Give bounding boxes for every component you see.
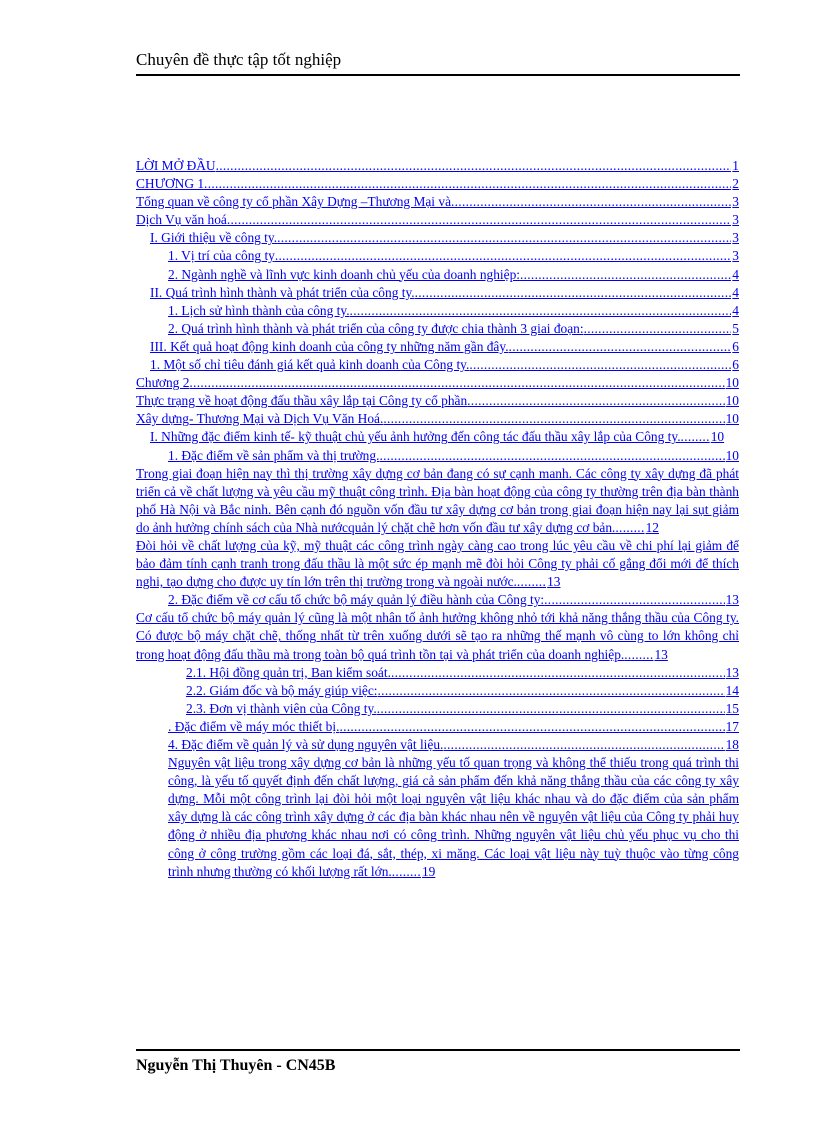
toc-entry-title: Xây dựng- Thương Mại và Dịch Vụ Văn Hoá. [136, 411, 384, 427]
toc-entry-title: Cơ cấu tổ chức bộ máy quản lý cũng là một nhân tố ảnh hưởng không nhỏ tới khả năng thắng thầu của Công ty. Có được bộ máy chặt chẽ, thống nhất từ trên xuống dưới sẽ tạo ra những thế mạnh vô cùng to lớn không chỉ trong hoạt động đấu thầu mà trong toàn bộ quá trình tồn tại và phát triển của doanh nghiệp. [136, 610, 739, 662]
toc-page-number: 14 [725, 682, 739, 698]
toc-leader-dots [624, 647, 653, 662]
toc-entry-title: 2. Ngành nghề và lĩnh vực kinh doanh chủ yếu của doanh nghiệp: [168, 266, 520, 282]
toc-entry-title: 2. Đặc điểm về cơ cấu tổ chức bộ máy quản lý điều hành của Công ty: [168, 592, 545, 608]
toc-entry[interactable] [136, 410, 739, 428]
toc-entry[interactable] [136, 591, 739, 609]
toc-leader-dots [216, 157, 732, 175]
toc-page-number: 10 [725, 393, 739, 409]
toc-page-number: 19 [421, 863, 436, 879]
toc-leader-dots [451, 193, 731, 211]
toc-leader-dots [379, 447, 724, 465]
toc-page-number: 10 [725, 375, 739, 391]
toc-entry[interactable] [136, 374, 739, 392]
toc-entry[interactable] [136, 754, 739, 881]
toc-entry-title: . Đặc điểm về máy móc thiết bị. [168, 718, 340, 734]
toc-entry-title: I. Giới thiệu về công ty. [150, 230, 278, 246]
toc-entry-title: Tổng quan về công ty cổ phần Xây Dựng –Thương Mại và [136, 194, 452, 210]
toc-entry[interactable] [136, 392, 739, 410]
toc-leader-dots [584, 320, 732, 338]
toc-page-number: 3 [732, 212, 739, 228]
toc-leader-dots [383, 410, 724, 428]
toc-entry-title: 1. Đặc điểm về sản phẩm và thị trường. [168, 447, 380, 463]
toc-leader-dots [544, 591, 724, 609]
toc-entry[interactable] [136, 157, 739, 175]
toc-page-number: 4 [732, 284, 739, 300]
toc-entry-title: Thực trạng về hoạt động đấu thầu xây lắp tại Công ty cổ phần [136, 393, 468, 409]
toc-leader-dots [227, 211, 731, 229]
toc-page-number: 10 [725, 447, 739, 463]
toc-leader-dots [392, 864, 421, 879]
toc-page-number: 5 [732, 320, 739, 336]
toc-leader-dots [275, 247, 731, 265]
toc-leader-dots [377, 700, 725, 718]
toc-entry[interactable] [136, 320, 739, 338]
toc-entry-title: 2. Quá trình hình thành và phát triển của công ty được chia thành 3 giai đoạn: [168, 320, 584, 336]
toc-page-number: 15 [725, 700, 739, 716]
toc-page-number: 1 [732, 158, 739, 173]
toc-page-number: 3 [732, 248, 739, 264]
toc-entry-title: LỜI MỞ ĐẦU [136, 158, 216, 173]
toc-entry[interactable] [136, 682, 739, 700]
toc-entry[interactable] [136, 338, 739, 356]
toc-entry-title: 2.3. Đơn vị thành viên của Công ty. [186, 700, 377, 716]
toc-leader-dots [443, 736, 724, 754]
toc-entry[interactable] [136, 664, 739, 682]
toc-leader-dots [378, 682, 725, 700]
page-header [136, 50, 740, 76]
toc-page-number: 10 [710, 429, 725, 445]
toc-page-number: 13 [725, 592, 739, 608]
toc-page-number: 2 [732, 176, 739, 192]
toc-entry-title: Nguyên vật liệu trong xây dựng cơ bản là những yếu tố quan trọng và không thể thiếu trong quá trình thi công, là yếu tố quyết định đến chất lượng, giá cả sản phẩm đến khả năng thắng thầu của các công ty xây dựng. Mỗi một công trình lại đòi hỏi một loại nguyên vật liệu khác nhau và do đặc điểm của sản phẩm xây dựng là các công trình xây dựng ở các địa bàn khác nhau nên về nguyên vật liệu của Công ty phải huy động ở nhiều địa phương khác nhau nơi có công trình. Những nguyên vật liệu chủ yếu phục vụ cho thi công ở công trường gồm các loại đá, sắt, thép, xi măng. Các loại vật liệu này tuỳ thuộc vào từng công trình nhưng thường có khối lượng rất lớn. [168, 755, 739, 879]
toc-entry[interactable] [136, 447, 739, 465]
toc-entry-title: I. Những đặc điểm kinh tế- kỹ thuật chủ yếu ảnh hưởng đến công tác đấu thầu xây lắp của Công ty. [150, 429, 681, 445]
toc-leader-dots [277, 229, 731, 247]
toc-entry-title: 1. Lịch sử hình thành của công ty. [168, 302, 350, 318]
toc-entry[interactable] [136, 718, 739, 736]
toc-entry-title: Dịch Vụ văn hoá [136, 212, 227, 228]
toc-leader-dots [681, 429, 710, 444]
toc-page-number: 10 [725, 411, 739, 427]
toc-page-number: 18 [725, 737, 739, 752]
toc-leader-dots [339, 718, 724, 736]
toc-entry[interactable] [136, 465, 739, 537]
toc-page-number: 4 [732, 266, 739, 282]
toc-page-number: 3 [732, 230, 739, 246]
toc-leader-dots [350, 302, 732, 320]
toc-entry-title: 4. Đặc điểm về quản lý và sử dụng nguyên vật liệu. [168, 737, 444, 752]
toc-leader-dots [615, 520, 644, 535]
toc-entry-title: Đòi hỏi về chất lượng của kỹ, mỹ thuật các công trình ngày càng cao trong lúc yêu cầu về chi phí lại giảm để bảo đảm tính cạnh tranh trong đấu thầu là một sức ép mạnh mẽ đòi hỏi Công ty phải cố gắng đổi mới để thích nghi, tạo dựng cho được uy tín lớn trên thị trường trong và ngoài nước. [136, 537, 739, 590]
footer-author: Nguyễn Thị Thuyên - CN45B [136, 1057, 336, 1074]
toc-leader-dots [517, 574, 546, 589]
toc-entry-title: Trong giai đoạn hiện nay thì thị trường xây dựng cơ bản đang có sự cạnh manh. Các công ty xây dựng đã phát triển cả về chất lượng và yêu cầu mỹ thuật công trình. Địa bàn hoạt động của công ty thường trên địa bàn thành phố Hà Nội và Bắc ninh. Bên cạnh đó nguồn vốn đầu tư xây dựng cơ bản trong giai đoạn hiện nay lại sụt giảm do ảnh hưởng chính sách của Nhà nướcquản lý chặt chẽ hơn vốn đầu tư xây dựng cơ bản. [136, 465, 739, 535]
toc-page-number: 13 [654, 646, 668, 662]
toc-entry-title: 2.2. Giám đốc và bộ máy giúp việc: [186, 682, 378, 698]
toc-page-number: 13 [547, 574, 561, 590]
toc-entry[interactable] [136, 302, 739, 320]
toc-page-number: 6 [732, 357, 739, 373]
toc-entry-title: Chương 2 [136, 375, 190, 391]
page-footer [136, 1049, 740, 1075]
toc-entry-title: III. Kết quả hoạt động kinh doanh của công ty những năm gần đây. [150, 338, 509, 354]
toc-leader-dots [204, 175, 731, 193]
table-of-contents [136, 157, 739, 881]
toc-page-number: 17 [725, 718, 739, 734]
toc-entry[interactable] [136, 175, 739, 193]
toc-page-number: 4 [732, 302, 739, 318]
toc-entry-title: 1. Một số chỉ tiêu đánh giá kết quả kinh doanh của Công ty. [150, 357, 470, 373]
toc-entry[interactable] [136, 736, 739, 754]
toc-entry[interactable] [136, 266, 739, 284]
toc-leader-dots [467, 392, 724, 410]
toc-entry-title: CHƯƠNG 1 [136, 176, 205, 192]
toc-leader-dots [520, 266, 731, 284]
toc-entry[interactable] [136, 247, 739, 265]
toc-entry[interactable] [136, 609, 739, 663]
toc-entry[interactable] [136, 537, 739, 591]
toc-leader-dots [391, 664, 725, 682]
toc-entry[interactable] [136, 284, 739, 302]
toc-entry[interactable] [136, 211, 739, 229]
toc-page-number: 3 [732, 194, 739, 210]
toc-entry-title: 1. Vị trí của công ty [168, 248, 275, 264]
toc-page-number: 13 [725, 664, 739, 680]
toc-entry[interactable] [136, 356, 739, 374]
toc-leader-dots [415, 284, 732, 302]
toc-entry-title: II. Quá trình hình thành và phát triển của công ty. [150, 284, 415, 300]
toc-leader-dots [189, 374, 724, 392]
toc-entry[interactable] [136, 700, 739, 718]
toc-entry[interactable] [136, 229, 739, 247]
toc-entry[interactable] [136, 428, 739, 446]
toc-leader-dots [469, 356, 731, 374]
toc-page-number: 12 [645, 519, 659, 535]
toc-page-number: 6 [732, 338, 739, 354]
toc-entry[interactable] [136, 193, 739, 211]
header-title: Chuyên đề thực tập tốt nghiệp [136, 50, 342, 69]
toc-leader-dots [509, 338, 732, 356]
toc-entry-title: 2.1. Hội đồng quản trị, Ban kiểm soát. [186, 664, 391, 680]
